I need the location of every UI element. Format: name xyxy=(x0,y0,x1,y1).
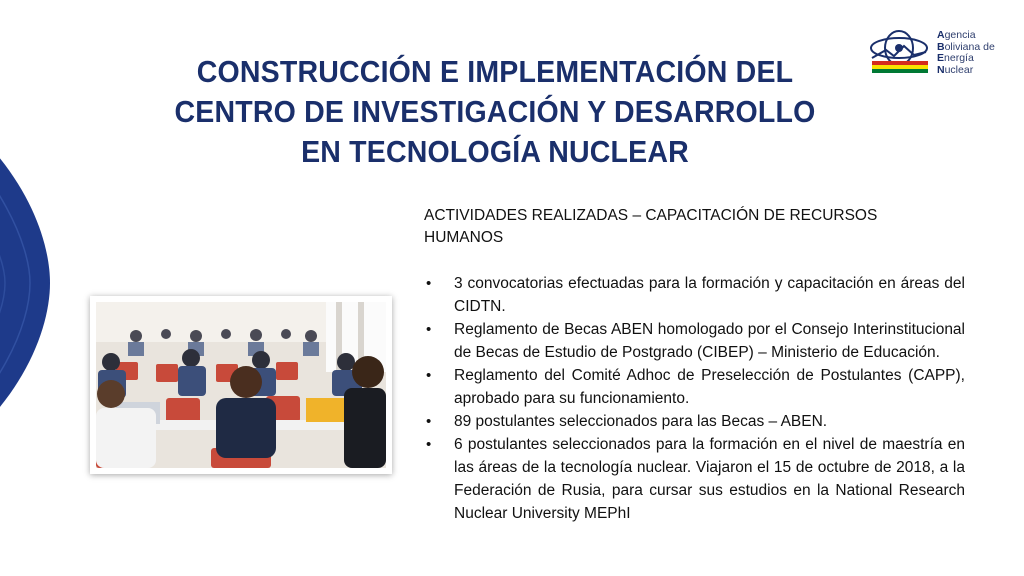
aben-logo xyxy=(866,28,1016,76)
list-item: • 6 postulantes seleccionados para la formación en el nivel de maestría en las áreas de la tecnología nuclear. Viajaron el 15 de octubre de 2018, a la Federación de Rusia, para cursar sus estudios en la National Research Nuclear University MEPhI xyxy=(424,433,965,525)
activities-list xyxy=(424,272,965,525)
atom-logo-icon xyxy=(866,28,934,76)
list-item: • Reglamento de Becas ABEN homologado por el Consejo Interinstitucional de Becas de Estudio de Postgrado (CIBEP) – Ministerio de Educación. xyxy=(424,318,965,364)
list-item: • 3 convocatorias efectuadas para la formación y capacitación en áreas del CIDTN. xyxy=(424,272,965,318)
title-line-1: CONSTRUCCIÓN E IMPLEMENTACIÓN DEL xyxy=(196,54,794,89)
logo-text: Agencia Boliviana de Energía Nuclear xyxy=(937,29,995,76)
classroom-image xyxy=(96,302,386,468)
title-line-2: CENTRO DE INVESTIGACIÓN Y DESARROLLO xyxy=(174,94,816,129)
section-heading: ACTIVIDADES REALIZADAS – CAPACITACIÓN DE RECURSOS HUMANOS xyxy=(424,207,878,246)
title-line-3: EN TECNOLOGÍA NUCLEAR xyxy=(301,134,689,169)
list-item: • Reglamento del Comité Adhoc de Preselección de Postulantes (CAPP), aprobado para su funcionamiento. xyxy=(424,364,965,410)
decorative-arc xyxy=(0,95,50,470)
list-item: • 89 postulantes seleccionados para las Becas – ABEN. xyxy=(424,410,965,433)
classroom-photo xyxy=(90,296,392,474)
page-title xyxy=(141,52,849,172)
